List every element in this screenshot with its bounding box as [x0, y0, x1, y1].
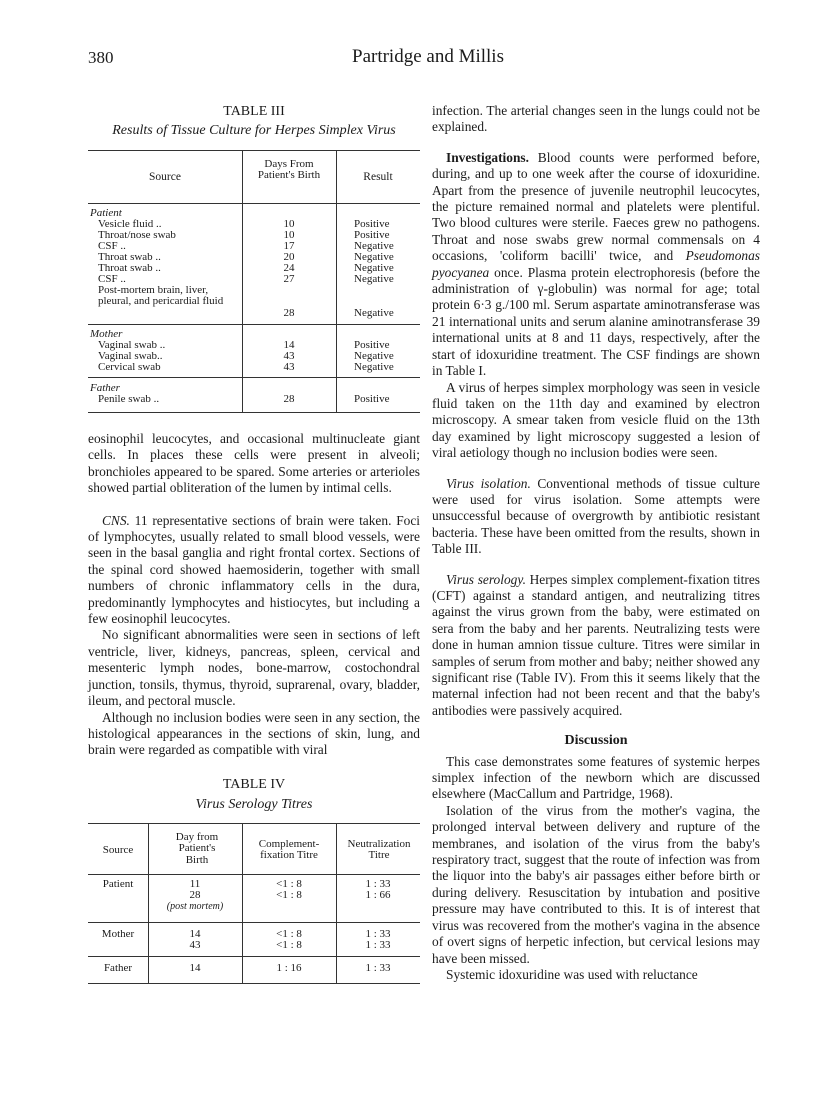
investigations-text-b: once. Plasma protein electrophoresis (before the administration of γ-globulin) was normal for age; total protein 6·3 g./100 ml. Serum aspartate aminotransferase was 21 international units and serum alanine aminotransferase 39 international units at 8 and 11 days, respectively, after the start of idoxuridine treatment. The CSF findings are shown in Table I.: [432, 264, 760, 379]
table3-row-days: 43: [283, 361, 295, 373]
table4-row-day: 28: [189, 889, 201, 901]
table3-rule-top: [88, 150, 420, 151]
table3-row-result: Negative: [354, 307, 394, 319]
table3-row-days: 20: [283, 251, 295, 263]
cns-label: CNS.: [102, 512, 130, 528]
table3-group-mother: Mother: [90, 328, 123, 340]
serology-paragraph: [432, 572, 760, 720]
page-number: 380: [88, 48, 114, 67]
table4-row-nt: 1 : 66: [365, 889, 391, 901]
table3-row-days: 27: [283, 273, 295, 285]
right-paragraph-2: A virus of herpes simplex morphology was seen in vesicle fluid taken on the 11th day and examined by electron microscopy. A smear taken from vesicle fluid on the 13th day examined by light microscopy suggested a lesion of viral aetiology though no inclusion bodies were seen.: [432, 379, 760, 461]
table3-row-source: Throat swab ..: [98, 262, 161, 274]
table3-group-father: Father: [90, 382, 120, 394]
table3-group-patient: Patient: [90, 207, 122, 219]
table4-row-source: Father: [103, 962, 133, 974]
table3-caption: TABLE III: [223, 104, 285, 119]
investigations-text-a: Blood counts were performed before, during, and up to one week after the course of idoxuridine. Apart from the presence of juvenile neutrophil leucocytes, the picture remained normal and platelets were plentiful. Two blood cultures were sterile. Faeces grew no pathogens. Throat and nose swabs grew normal commensals on 4 occasions, 'coliform bacilli' twice, and: [432, 149, 760, 264]
table3-rule-patient: [88, 324, 420, 325]
table3-row-result: Negative: [354, 350, 394, 362]
investigations-label: Investigations.: [446, 149, 529, 165]
table3-vrule-2: [336, 150, 337, 412]
table4-rule-patient: [88, 922, 420, 923]
table4-rule-top: [88, 823, 420, 824]
table3-row-days: 28: [283, 307, 295, 319]
table4-row-source: Mother: [101, 928, 135, 940]
table3-row-source: Post-mortem brain, liver, pleural, and pericardial fluid: [98, 284, 224, 308]
table4-row-cft: <1 : 8: [276, 889, 302, 901]
left-paragraph-1: eosinophil leucocytes, and occasional multinucleate giant cells. In places these cells were present in alveoli; bronchioles appeared to be spared. Some arteries or arterioles showed partial obliteration of the lumen by intimal cells.: [88, 431, 420, 496]
table4-rule-bottom: [88, 983, 420, 984]
table4-caption: TABLE IV: [222, 777, 286, 792]
table4-row-note: (post mortem): [166, 901, 224, 912]
table4-row-nt: 1 : 33: [365, 939, 391, 951]
table3-row-result: Negative: [354, 240, 394, 252]
table3-rule-header: [88, 203, 420, 204]
table4-row-nt: 1 : 33: [365, 878, 391, 890]
table4-row-day: 43: [189, 939, 201, 951]
table3-header-source: Source: [149, 171, 181, 183]
table4-row-cft: <1 : 8: [276, 878, 302, 890]
table3-header-result: Result: [363, 171, 393, 183]
table3-row-days: 24: [283, 262, 295, 274]
left-paragraph-3: No significant abnormalities were seen in sections of left ventricle, liver, kidneys, pancreas, spleen, cervical and mesenteric lymph nodes, bone-marrow, costochondral junction, tonsils, thymus, thyroid, suprarenal, ovary, bladder, ileum, and pectoral muscle.: [88, 627, 420, 709]
table3-row-source: Cervical swab: [98, 361, 161, 373]
table3-row-days: 17: [283, 240, 295, 252]
table4: [88, 823, 420, 983]
table3-row-days: 28: [283, 393, 295, 405]
left-column: [88, 431, 420, 759]
serology-label: Virus serology.: [446, 571, 526, 587]
right-column: [432, 103, 760, 983]
isolation-text: Conventional methods of tissue culture were used for virus isolation. Some attempts were unsuccessful because of overgrowth by antibiotic resistant bacteria. These have been omitted from the results, shown in Table III.: [432, 475, 760, 557]
table3-row-source: Penile swab ..: [98, 393, 160, 405]
table4-header-days: Day from Patient's Birth: [175, 831, 219, 866]
table4-header-cft: Complement-fixation Titre: [258, 838, 320, 862]
table3-subtitle: Results of Tissue Culture for Herpes Simplex Virus: [112, 123, 396, 138]
table4-row-day: 14: [189, 928, 201, 940]
table3-row-result: Negative: [354, 262, 394, 274]
left-paragraph-cns: [88, 513, 420, 628]
table3-rule-bottom: [88, 412, 420, 413]
investigations-paragraph: [432, 150, 760, 380]
table3-row-source: CSF ..: [98, 273, 126, 285]
table3-row-result: Negative: [354, 251, 394, 263]
table3-row-result: Positive: [354, 393, 390, 405]
table3-row-source: Throat/nose swab: [98, 229, 176, 241]
table3-row-result: Negative: [354, 273, 394, 285]
table4-row-cft: <1 : 8: [276, 939, 302, 951]
cns-text: 11 representative sections of brain were taken. Foci of lymphocytes, usually related to small blood vessels, were seen in the basal ganglia and right frontal cortex. Sections of the spinal cord showed haemosiderin, together with small numbers of chronic inflammatory cells in the dura, predominantly lymphocytes and histiocytes, but including a few eosinophil leucocytes.: [88, 512, 420, 627]
table4-rule-mother: [88, 956, 420, 957]
table4-row-nt: 1 : 33: [365, 928, 391, 940]
table3-row-source: Vesicle fluid ..: [98, 218, 162, 230]
table4-header-source: Source: [102, 844, 134, 856]
table4-row-cft: <1 : 8: [276, 928, 302, 940]
table4-subtitle: Virus Serology Titres: [195, 797, 313, 812]
table4-row-nt: 1 : 33: [365, 962, 391, 974]
serology-text: Herpes simplex complement-fixation titres (CFT) against a standard antigen, and neutralizing titres against the virus grown from the baby, were estimated on sera from the baby and her parents. Neutralizing tests were done in human amnion tissue culture. Titres were similar in samples of serum from mother and baby; neither showed any significant rise (Table IV). From this it seems likely that the maternal infection had not been recent and that the baby's antibodies were passively acquired.: [432, 571, 760, 718]
table3-row-source: Throat swab ..: [98, 251, 161, 263]
table4-row-day: 11: [189, 878, 201, 890]
table3-row-result: Positive: [354, 339, 390, 351]
table4-row-source: Patient: [102, 878, 134, 890]
left-paragraph-4: Although no inclusion bodies were seen in any section, the histological appearances in the sections of skin, lung, and brain were regarded as compatible with viral: [88, 709, 420, 758]
right-paragraph-0: infection. The arterial changes seen in the lungs could not be explained.: [432, 103, 760, 135]
table3-row-source: Vaginal swab ..: [98, 339, 166, 351]
table4-row-cft: 1 : 16: [276, 962, 302, 974]
table3-row-result: Positive: [354, 218, 390, 230]
table3-row-days: 14: [283, 339, 295, 351]
table3: [88, 150, 420, 412]
table3-row-result: Negative: [354, 361, 394, 373]
isolation-label: Virus isolation.: [446, 475, 531, 491]
table3-row-source: CSF ..: [98, 240, 126, 252]
table3-row-days: 10: [283, 218, 295, 230]
table3-row-result: Positive: [354, 229, 390, 241]
discussion-paragraph-3: Systemic idoxuridine was used with reluctance: [446, 966, 698, 982]
discussion-paragraph-1: This case demonstrates some features of systemic herpes simplex infection of the newborn which are discussed elsewhere (MacCallum and Partridge, 1968).: [432, 753, 760, 802]
investigations-italic: Pseudomonas pyocyanea: [432, 248, 760, 280]
isolation-paragraph: [432, 476, 760, 558]
table4-row-day: 14: [189, 962, 201, 974]
table4-vrule-2: [242, 823, 243, 983]
table3-rule-mother: [88, 377, 420, 378]
table3-header-days: Days From Patient's Birth: [257, 158, 321, 182]
table4-header-nt: Neutralization Titre: [347, 838, 411, 862]
discussion-heading: Discussion: [564, 733, 628, 749]
table3-row-days: 43: [283, 350, 295, 362]
table4-vrule-3: [336, 823, 337, 983]
table3-row-days: 10: [283, 229, 295, 241]
table3-row-source: Vaginal swab..: [98, 350, 163, 362]
table4-rule-header: [88, 874, 420, 875]
running-head: Partridge and Millis: [352, 46, 504, 67]
discussion-paragraph-2: Isolation of the virus from the mother's vagina, the prolonged interval between delivery and rupture of the membranes, and isolation of the virus from the baby's respiratory tract, suggest that the route of infection was from the liquor into the baby's air passages either before birth or during delivery. Resuscitation by intubation and positive pressure may have contributed to this. It is of interest that virus was recovered from the mother's vagina in the absence of overt signs of herpetic infection, but cervical lesions may have been missed.: [432, 802, 760, 966]
